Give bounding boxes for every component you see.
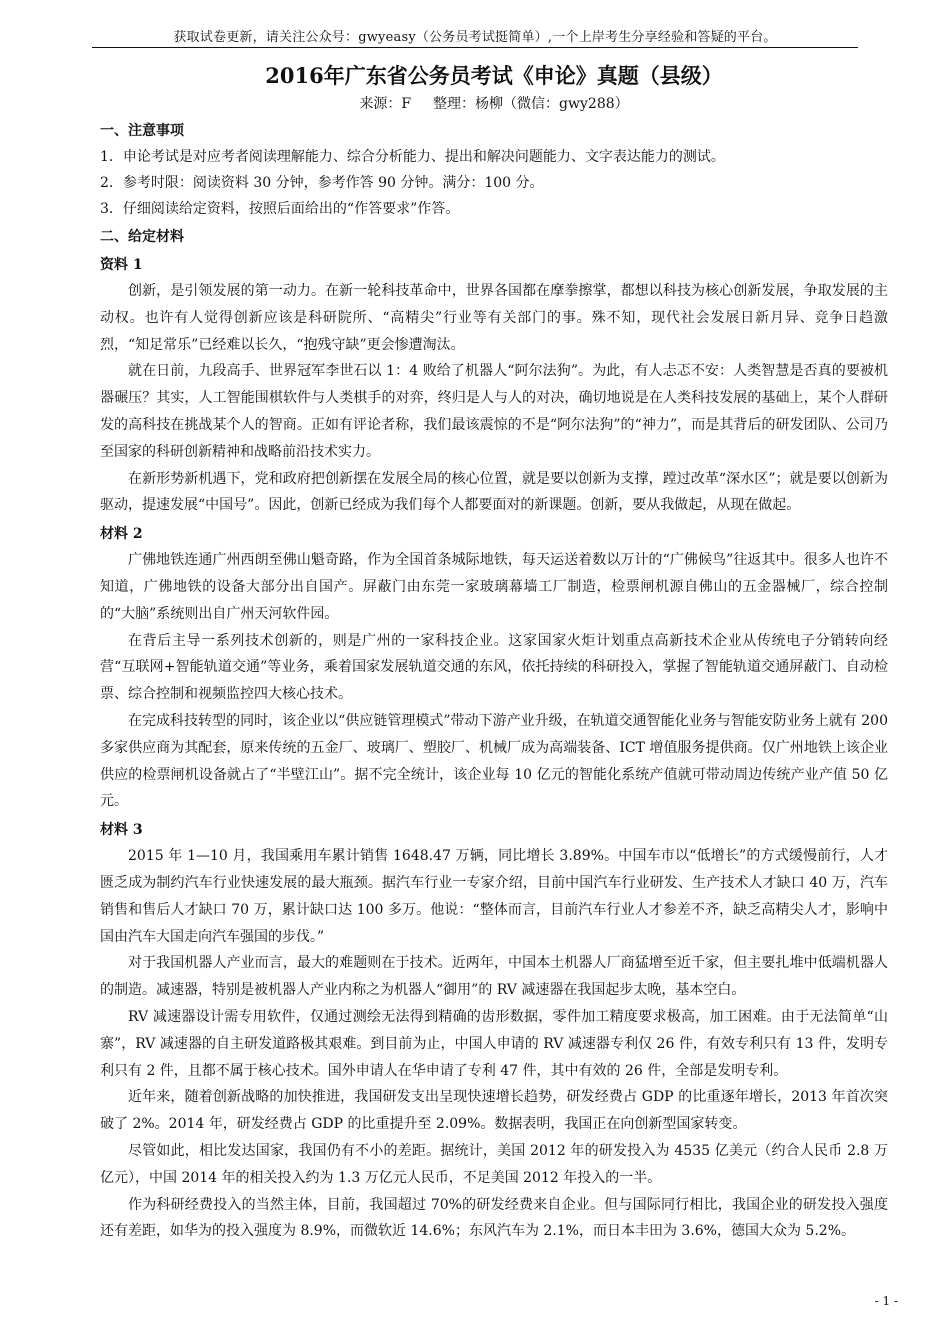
editor-label: 整理：杨柳（微信：gwy288）	[433, 96, 629, 112]
source-line	[100, 92, 888, 116]
material-3-paragraph: 对于我国机器人产业而言，最大的难题则在于技术。近两年，中国本土机器人厂商猛增至近千家，但主要扎堆中低端机器人的制造。减速器，特别是被机器人产业内称之为机器人“御用”的 RV 减速器在我国起步太晚，基本空白。	[100, 955, 888, 999]
page-number: - 1 -	[874, 1294, 898, 1308]
header-divider	[92, 47, 858, 48]
material-3-paragraph: 尽管如此，相比发达国家，我国仍有不小的差距。据统计，美国 2012 年的研发投入为 4535 亿美元（约合人民币 2.8 万亿元），中国 2014 年的相关投入约为 1.3 万亿元人民币，不足美国 2012 年投入的一半。	[100, 1142, 888, 1186]
section-heading-materials: 二、给定材料	[100, 229, 184, 245]
material-3-paragraph: RV 减速器设计需专用软件，仅通过测绘无法得到精确的齿形数据，零件加工精度要求极高，加工困难。由于无法简单“山寨”，RV 减速器的自主研发道路极其艰难。到目前为止，中国人申请的 RV 减速器专利仅 26 件，有效专利只有 13 件，发明专利只有 2 件，且都不属于核心技术。国外申请人在华申请了专利 47 件，其中有效的 26 件，全部是发明专利。	[100, 1008, 888, 1079]
section-heading-notes: 一、注意事项	[100, 123, 184, 139]
material-2-paragraph: 广佛地铁连通广州西朗至佛山魁奇路，作为全国首条城际地铁，每天运送着数以万计的“广佛候鸟”往返其中。很多人也许不知道，广佛地铁的设备大部分出自国产。屏蔽门由东莞一家玻璃幕墙工厂制造，检票闸机源自佛山的五金器械厂，综合控制的“大脑”系统则出自广州天河软件园。	[100, 552, 888, 622]
header-notice: 获取试卷更新，请关注公众号：gwyeasy（公务员考试挺简单）,一个上岸考生分享经验和答疑的平台。	[173, 30, 777, 45]
document-body	[100, 60, 888, 1245]
page-title: 2016年广东省公务员考试《申论》真题（县级）	[265, 63, 723, 88]
material-3-paragraph: 作为科研经费投入的当然主体，目前，我国超过 70%的研发经费来自企业。但与国际同行相比，我国企业的研发投入强度还有差距，如华为的投入强度为 8.9%，而微软近 14.6%；东风汽车为 2.1%，而日本丰田为 3.6%，德国大众为 5.2%。	[100, 1196, 888, 1240]
source-label: 来源：F	[359, 96, 412, 112]
material-2-paragraph: 在完成科技转型的同时，该企业以“供应链管理模式”带动下游产业升级，在轨道交通智能化业务与智能安防业务上就有 200 多家供应商为其配套，原来传统的五金厂、玻璃厂、塑胶厂、机械厂成为高端装备、ICT 增值服务提供商。仅广州地铁上该企业供应的检票闸机设备就占了“半壁江山”。据不完全统计，该企业每 10 亿元的智能化系统产值就可带动周边传统产业产值 50 亿元。	[100, 712, 888, 810]
material-1-heading: 资料 1	[100, 257, 143, 273]
material-1-paragraph: 创新，是引领发展的第一动力。在新一轮科技革命中，世界各国都在摩拳擦掌，都想以科技为核心创新发展，争取发展的主动权。也许有人觉得创新应该是科研院所、“高精尖”行业等有关部门的事。殊不知，现代社会发展日新月异、竞争日趋激烈，“知足常乐”已经难以长久，“抱残守缺”更会惨遭淘汰。	[100, 283, 888, 353]
note-item: 3．仔细阅读给定资料，按照后面给出的“作答要求”作答。	[100, 201, 460, 217]
material-3-paragraph: 2015 年 1—10 月，我国乘用车累计销售 1648.47 万辆，同比增长 3.89%。中国车市以“低增长”的方式缓慢前行，人才匮乏成为制约汽车行业快速发展的最大瓶颈。据汽车行业一专家介绍，目前中国汽车行业研发、生产技术人才缺口 40 万，汽车销售和售后人才缺口 70 万，累计缺口达 100 多万。他说：“整体而言，目前汽车行业人才参差不齐，缺乏高精尖人才，影响中国由汽车大国走向汽车强国的步伐。”	[100, 848, 888, 945]
material-3-paragraph: 近年来，随着创新战略的加快推进，我国研发支出呈现快速增长趋势，研发经费占 GDP 的比重逐年增长，2013 年首次突破了 2%。2014 年，研发经费占 GDP 的比重提升至 2.09%。数据表明，我国正在向创新型国家转变。	[100, 1089, 888, 1133]
material-2-heading: 材料 2	[100, 526, 143, 543]
material-1-paragraph: 就在日前，九段高手、世界冠军李世石以 1：4 败给了机器人“阿尔法狗”。为此，有人忐忑不安：人类智慧是否真的要被机器碾压？其实，人工智能围棋软件与人类棋手的对弈，终归是人与人的对决，确切地说是在人类科技发展的基础上，某个人群研发的高科技在挑战某个人的智商。正如有评论者称，我们最该震惊的不是“阿尔法狗”的“神力”，而是其背后的研发团队、公司乃至国家的科研创新精神和战略前沿技术实力。	[100, 363, 888, 460]
note-item: 2．参考时限：阅读资料 30 分钟，参考作答 90 分钟。满分：100 分。	[100, 175, 544, 191]
material-2-paragraph: 在背后主导一系列技术创新的，则是广州的一家科技企业。这家国家火炬计划重点高新技术企业从传统电子分销转向经营“互联网+智能轨道交通”等业务，乘着国家发展轨道交通的东风，依托持续的科研投入，掌握了智能轨道交通屏蔽门、自动检票、综合控制和视频监控四大核心技术。	[100, 632, 888, 703]
note-item: 1．申论考试是对应考者阅读理解能力、综合分析能力、提出和解决问题能力、文字表达能力的测试。	[100, 149, 725, 165]
material-1-paragraph: 在新形势新机遇下，党和政府把创新摆在发展全局的核心位置，就是要以创新为支撑，蹚过改革“深水区”；就是要以创新为驱动，提速发展“中国号”。因此，创新已经成为我们每个人都要面对的新课题。创新，要从我做起，从现在做起。	[100, 470, 888, 514]
material-3-heading: 材料 3	[100, 822, 143, 839]
